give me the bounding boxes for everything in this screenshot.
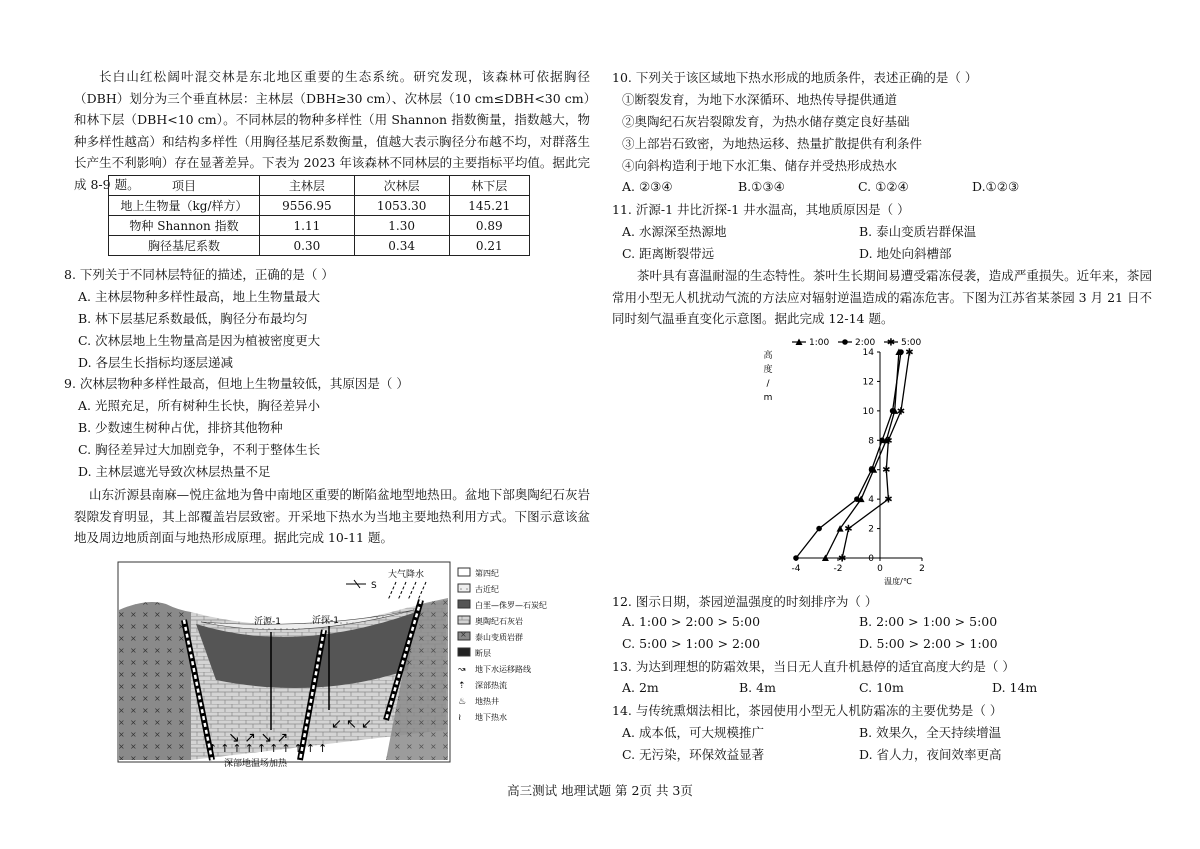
question-13-option-a[interactable]: A. 2m — [622, 680, 659, 695]
chart-legend — [792, 338, 921, 349]
temperature-profile-chart — [752, 334, 932, 590]
svg-text:断层: 断层 — [475, 649, 491, 658]
passage-tea: 茶叶具有喜温耐湿的生态特性。茶叶生长期间易遭受霜冻侵袭，造成严重损失。近年来，茶园常用小型无人机扰动气流的方法应对辐射逆温造成的霜冻危害。下图为江苏省某茶园 3 月 21 日不同时刻气温垂直变化示意图。据此完成 12-14 题。 — [612, 268, 1152, 326]
question-13-option-d[interactable]: D. 14m — [992, 680, 1038, 695]
x-tick-label: -4 — [791, 564, 801, 574]
question-14-option-b[interactable]: B. 效果久，全天持续增温 — [859, 725, 1002, 740]
table-header: 项目 — [109, 176, 260, 196]
passage-geothermal: 山东沂源县南麻—悦庄盆地为鲁中南地区重要的断陷盆地型地热田。盆地下部奥陶纪石灰岩裂隙发育明显，其上部覆盖岩层致密。开采地下热水为当地主要地热利用方式。下图示意该盆地及周边地质剖面与地热形成原理。据此完成 10-11 题。 — [74, 487, 590, 545]
svg-text:奥陶纪石灰岩: 奥陶纪石灰岩 — [475, 617, 523, 626]
well-2-label: 沂探-1 — [312, 616, 339, 626]
question-9-option-d[interactable]: D. 主林层遮光导致次林层热量不足 — [78, 464, 271, 479]
table-cell: 9556.95 — [260, 196, 355, 216]
page-footer: 高三测试 地理试题 第 2页 共 3页 — [507, 783, 693, 798]
data-point-star: ✱ — [896, 406, 906, 418]
question-9-option-b[interactable]: B. 少数速生树种占优，排挤其他物种 — [78, 420, 283, 435]
question-11-option-b[interactable]: B. 泰山变质岩群保温 — [859, 224, 977, 239]
question-9-option-a[interactable]: A. 光照充足，所有树种生长快，胸径差异小 — [78, 398, 320, 413]
y-tick-label: 2 — [868, 524, 874, 535]
table-row — [109, 216, 530, 236]
well-1-label: 沂源-1 — [254, 617, 281, 627]
question-8-option-c[interactable]: C. 次林层地上生物量高是因为植被密度更大 — [78, 333, 321, 348]
question-10-item-1: ①断裂发育，为地下水深循环、地热传导提供通道 — [622, 92, 898, 107]
groundwater-flow-icon: ↙ ↖ ↙ — [331, 717, 372, 732]
question-13-stem: 13. 为达到理想的防霜效果，当日无人直升机悬停的适宜高度大约是（ ） — [612, 659, 1015, 674]
y-tick-label: 4 — [868, 495, 874, 506]
question-13-option-b[interactable]: B. 4m — [739, 680, 776, 695]
table-cell: 0.30 — [260, 236, 355, 256]
y-tick-label: 10 — [862, 406, 874, 417]
question-8-option-d[interactable]: D. 各层生长指标均逐层递减 — [78, 355, 234, 370]
svg-text:第四纪: 第四纪 — [475, 569, 499, 578]
question-14-option-c[interactable]: C. 无污染，环保效益显著 — [622, 747, 765, 762]
diagram-legend — [457, 568, 547, 723]
y-tick-label: 14 — [862, 348, 874, 358]
data-point-star: ✱ — [838, 553, 847, 565]
table-cell: 1.11 — [260, 216, 355, 236]
table-row — [109, 196, 530, 216]
groundwater-flow-icon: ↘ ↗ ↘ ↗ — [228, 730, 289, 746]
svg-text:≀: ≀ — [458, 713, 462, 723]
x-tick-label: 0 — [877, 564, 883, 574]
svg-text:↝: ↝ — [458, 665, 466, 675]
svg-text:地下水运移路线: 地下水运移路线 — [475, 665, 531, 674]
table-cell: 地上生物量（kg/样方） — [109, 196, 260, 216]
legend-label: 5:00 — [901, 338, 922, 348]
question-9-option-c[interactable]: C. 胸径差异过大加剧竞争，不利于整体生长 — [78, 442, 321, 457]
y-tick-label: 0 — [868, 554, 874, 564]
table-cell: 0.34 — [354, 236, 449, 256]
deep-heating-label: 深部地温场加热 — [224, 759, 288, 769]
question-12-option-c[interactable]: C. 5:00 > 1:00 > 2:00 — [622, 636, 761, 651]
table-cell: 0.89 — [449, 216, 530, 236]
question-8-stem: 8. 下列关于不同林层特征的描述，正确的是（ ） — [64, 267, 334, 282]
table-cell: 1.30 — [354, 216, 449, 236]
table-header: 次林层 — [354, 176, 449, 196]
table-header-row — [109, 176, 530, 196]
question-10-option-b[interactable]: B.①③④ — [738, 179, 785, 194]
question-11-stem: 11. 沂源-1 井比沂探-1 井水温高，其地质原因是（ ） — [612, 202, 910, 217]
question-10-stem: 10. 下列关于该区域地下热水形成的地质条件，表述正确的是（ ） — [612, 70, 978, 85]
svg-text:深部热流: 深部热流 — [475, 681, 507, 690]
svg-text:♨: ♨ — [458, 697, 467, 707]
question-12-option-a[interactable]: A. 1:00 > 2:00 > 5:00 — [622, 614, 761, 629]
metamorphic-rock-left — [119, 602, 191, 760]
data-point-star: ✱ — [905, 347, 914, 359]
y-tick-label: 8 — [868, 436, 874, 447]
question-10-option-a[interactable]: A. ②③④ — [622, 179, 673, 194]
series-500 — [838, 348, 914, 565]
data-point-star: ✱ — [886, 337, 896, 349]
data-point-star: ✱ — [884, 435, 893, 447]
question-12-stem: 12. 图示日期，茶园逆温强度的时刻排序为（ ） — [612, 594, 878, 609]
data-point-circle — [793, 555, 799, 561]
data-point-circle — [869, 467, 875, 473]
heat-flow-arrows-icon: ↑↑↑↑↑↑↑↑↑↑ — [208, 742, 331, 755]
svg-text:白垩—侏罗—石炭纪: 白垩—侏罗—石炭纪 — [475, 601, 547, 610]
x-tick-label: -2 — [833, 564, 843, 574]
data-point-star: ✱ — [884, 494, 893, 506]
svg-text:⇡: ⇡ — [458, 681, 466, 691]
data-point-circle — [842, 339, 848, 345]
question-14-option-a[interactable]: A. 成本低，可大规模推广 — [622, 725, 764, 740]
legend-label: 2:00 — [855, 338, 876, 348]
table-header: 主林层 — [260, 176, 355, 196]
x-tick-label: 2 — [919, 564, 925, 574]
chart-series — [793, 348, 913, 565]
svg-text:地热井: 地热井 — [475, 697, 499, 706]
question-10-option-d[interactable]: D.①②③ — [972, 179, 1020, 194]
table-cell: 0.21 — [449, 236, 530, 256]
legend-label: 1:00 — [809, 338, 830, 348]
data-point-circle — [854, 496, 860, 502]
passage-forest: 长白山红松阔叶混交林是东北地区重要的生态系统。研究发现，该森林可依据胸径（DBH）划分为三个垂直林层：主林层（DBH≥30 cm）、次林层（10 cm≤DBH<30 cm）和林下层（DBH<10 cm）。不同林层的物种多样性（用 Shannon 指数衡量，指数越大，物种多样性越高）和结构多样性（用胸径基尼系数衡量，值越大表示胸径分布越不均，对群落生长产生不利影响）存在显著差异。下表为 2023 年该森林不同林层的主要指标平均值。据此完成 8-9 题。 — [74, 69, 590, 192]
data-point-star: ✱ — [844, 524, 853, 536]
question-10-item-4: ④向斜构造利于地下水汇集、储存并受热形成热水 — [622, 158, 898, 173]
chart-axes — [763, 349, 922, 586]
question-10-item-3: ③上部岩石致密，为地热运移、热量扩散提供有利条件 — [622, 136, 923, 151]
data-point-circle — [898, 349, 904, 355]
data-point-circle — [816, 526, 822, 532]
question-11-option-d[interactable]: D. 地处向斜槽部 — [859, 246, 952, 261]
x-axis-label: 温度/℃ — [884, 577, 912, 586]
question-8-option-b[interactable]: B. 林下层基尼系数最低，胸径分布最均匀 — [78, 311, 308, 326]
question-9-stem: 9. 次林层物种多样性最高，但地上生物量较低，其原因是（ ） — [64, 376, 409, 391]
rain-label: 大气降水 — [388, 570, 425, 580]
table-cell: 145.21 — [449, 196, 530, 216]
table-row — [109, 236, 530, 256]
y-axis-label: 高度/ m — [763, 351, 773, 403]
table-cell: 胸径基尼系数 — [109, 236, 260, 256]
question-10-item-2: ②奥陶纪石灰岩裂隙发育，为热水储存奠定良好基础 — [622, 114, 910, 129]
direction-s-label: S — [371, 581, 377, 591]
table-cell: 物种 Shannon 指数 — [109, 216, 260, 236]
data-point-star: ✱ — [882, 465, 891, 477]
svg-text:泰山变质岩群: 泰山变质岩群 — [475, 633, 523, 642]
svg-text:地下热水: 地下热水 — [475, 713, 507, 722]
table-cell: 1053.30 — [354, 196, 449, 216]
geologic-section-diagram — [116, 560, 566, 773]
forest-table — [108, 175, 530, 256]
data-point-circle — [890, 408, 896, 414]
question-12-option-b[interactable]: B. 2:00 > 1:00 > 5:00 — [859, 614, 998, 629]
question-12-option-d[interactable]: D. 5:00 > 2:00 > 1:00 — [859, 636, 998, 651]
question-14-option-d[interactable]: D. 省人力，夜间效率更高 — [859, 747, 1002, 762]
question-14-stem: 14. 与传统熏烟法相比，茶园使用小型无人机防霜冻的主要优势是（ ） — [612, 703, 1003, 718]
svg-text:古近纪: 古近纪 — [475, 585, 499, 594]
question-13-option-c[interactable]: C. 10m — [859, 680, 904, 695]
y-tick-label: 12 — [862, 377, 874, 388]
question-8-option-a[interactable]: A. 主林层物种多样性最高，地上生物量最大 — [78, 289, 320, 304]
question-11-option-c[interactable]: C. 距离断裂带远 — [622, 246, 715, 261]
table-header: 林下层 — [449, 176, 530, 196]
question-11-option-a[interactable]: A. 水源深至热源地 — [622, 224, 727, 239]
question-10-option-c[interactable]: C. ①②④ — [858, 179, 909, 194]
